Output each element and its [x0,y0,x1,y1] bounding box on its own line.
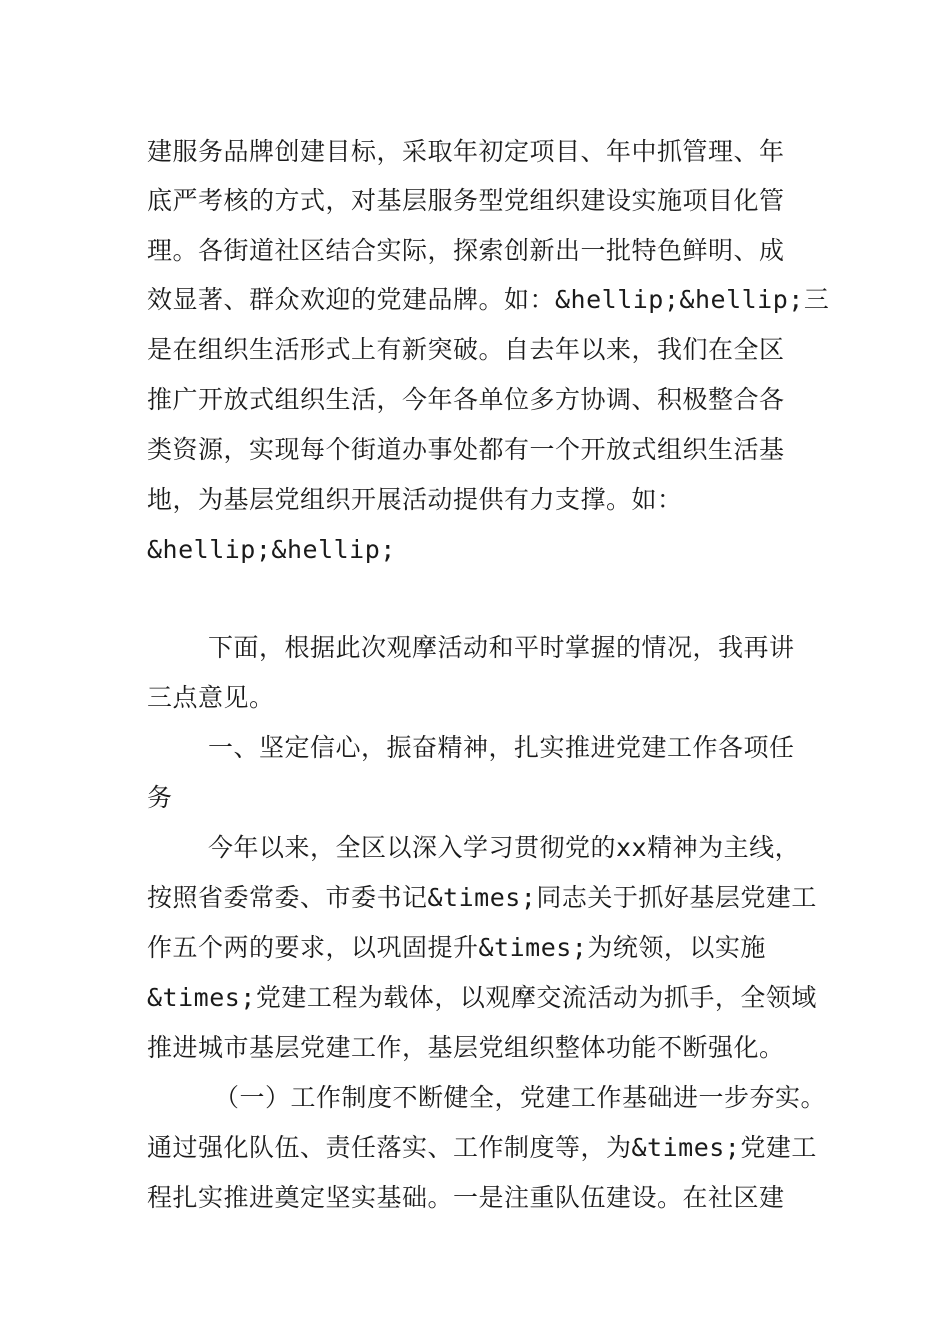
text-line: 地，为基层党组织开展活动提供有力支撑。如： [147,485,683,514]
text-line: &hellip;&hellip; [147,535,396,564]
text-line: 通过强化队伍、责任落实、工作制度等，为&times;党建工 [147,1133,817,1162]
text-line: 建服务品牌创建目标，采取年初定项目、年中抓管理、年 [147,137,785,166]
text-line: 理。各街道社区结合实际，探索创新出一批特色鲜明、成 [147,236,785,265]
section-heading: 一、坚定信心，振奋精神，扎实推进党建工作各项任 [208,733,795,762]
text-line: 效显著、群众欢迎的党建品牌。如：&hellip;&hellip;三 [147,285,830,314]
text-line: 推广开放式组织生活，今年各单位多方协调、积极整合各 [147,385,785,414]
section-heading-continued: 务 [147,783,173,812]
text-line: 类资源，实现每个街道办事处都有一个开放式组织生活基 [147,435,785,464]
text-line: &times;党建工程为载体，以观摩交流活动为抓手，全领域 [147,983,817,1012]
subsection-heading: （一）工作制度不断健全，党建工作基础进一步夯实。 [214,1083,827,1112]
text-line: 程扎实推进奠定坚实基础。一是注重队伍建设。在社区建 [147,1183,785,1212]
text-line: 三点意见。 [147,683,275,712]
text-line: 按照省委常委、市委书记&times;同志关于抓好基层党建工 [147,883,817,912]
text-line: 作五个两的要求，以巩固提升&times;为统领，以实施 [147,933,766,962]
text-line: 推进城市基层党建工作，基层党组织整体功能不断强化。 [147,1033,785,1062]
text-line: 是在组织生活形式上有新突破。自去年以来，我们在全区 [147,335,785,364]
text-line: 底严考核的方式，对基层服务型党组织建设实施项目化管 [147,186,785,215]
text-line: 今年以来，全区以深入学习贯彻党的xx精神为主线， [208,833,801,862]
text-line: 下面，根据此次观摩活动和平时掌握的情况，我再讲 [208,633,795,662]
